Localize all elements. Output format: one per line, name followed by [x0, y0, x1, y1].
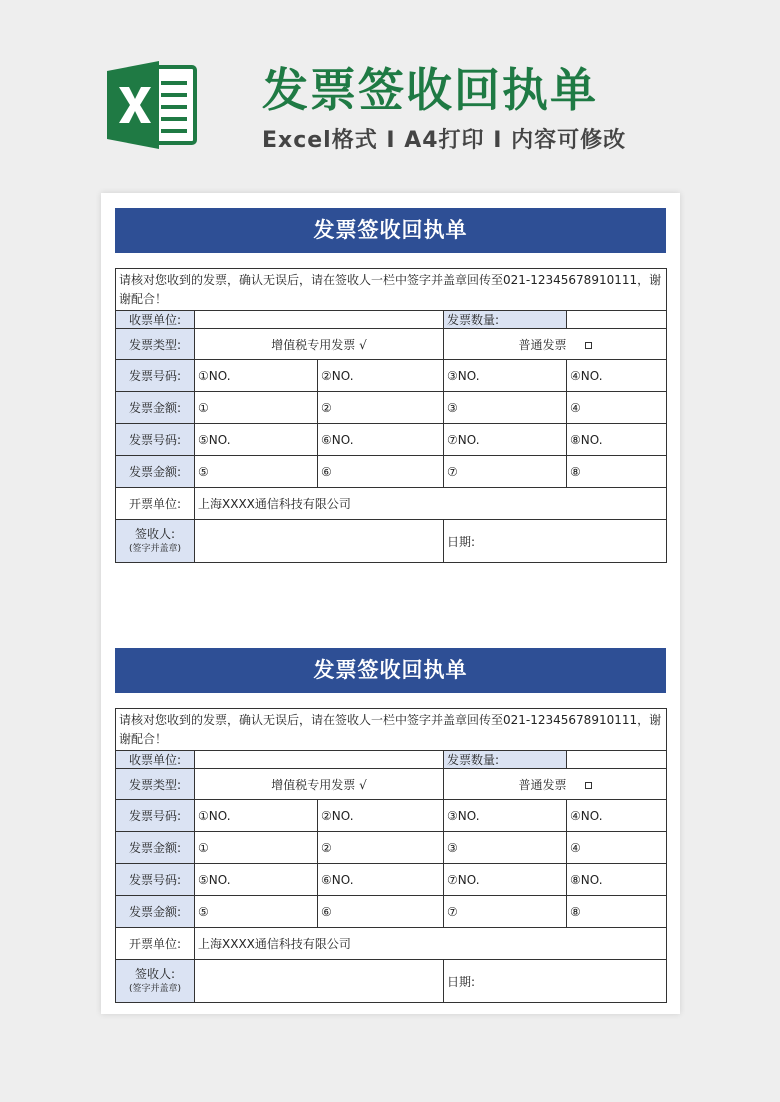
issuer-label: 开票单位: [116, 928, 195, 960]
number-cell[interactable]: ②NO. [318, 360, 444, 392]
amount-cell[interactable]: ⑦ [444, 896, 567, 928]
number-cell[interactable]: ①NO. [195, 800, 318, 832]
date-cell[interactable] [444, 520, 667, 563]
signer-label: 签收人: [134, 967, 176, 981]
amount-cell[interactable]: ⑦ [444, 456, 567, 488]
excel-logo-icon [103, 57, 199, 153]
amount-label: 发票金额: [116, 832, 195, 864]
vat-option[interactable]: 增值税专用发票 √ [195, 329, 444, 360]
unit-label: 收票单位: [116, 751, 195, 769]
qty-label: 发票数量: [444, 311, 567, 329]
qty-value-cell[interactable] [567, 751, 667, 769]
vat-option[interactable]: 增值税专用发票 √ [195, 769, 444, 800]
signer-value-cell[interactable] [195, 960, 444, 1003]
amount-cell[interactable]: ⑤ [195, 456, 318, 488]
signer-value-cell[interactable] [195, 520, 444, 563]
signer-label-cell [116, 960, 195, 1003]
normal-option: 普通发票 [518, 777, 567, 792]
qty-value-cell[interactable] [567, 311, 667, 329]
amount-cell[interactable]: ⑧ [567, 456, 667, 488]
signer-sublabel: (签字并盖章) [128, 544, 182, 554]
amount-label: 发票金额: [116, 456, 195, 488]
issuer-value[interactable]: 上海XXXX通信科技有限公司 [195, 928, 667, 960]
qty-label: 发票数量: [444, 751, 567, 769]
receipt-table [115, 268, 667, 563]
amount-cell[interactable]: ④ [567, 392, 667, 424]
number-label: 发票号码: [116, 360, 195, 392]
number-cell[interactable]: ①NO. [195, 360, 318, 392]
number-cell[interactable]: ⑧NO. [567, 864, 667, 896]
amount-cell[interactable]: ⑥ [318, 456, 444, 488]
number-cell[interactable]: ⑥NO. [318, 864, 444, 896]
number-cell[interactable]: ③NO. [444, 360, 567, 392]
number-label: 发票号码: [116, 864, 195, 896]
number-cell[interactable]: ⑦NO. [444, 424, 567, 456]
instruction-note: 请核对您收到的发票，确认无误后，请在签收人一栏中签字并盖章回传至021-12345678910111，谢谢配合！ [116, 709, 667, 751]
page-title: 发票签收回执单 [262, 63, 598, 117]
normal-option-cell[interactable] [444, 769, 667, 800]
normal-option: 普通发票 [518, 337, 567, 352]
normal-option-cell[interactable] [444, 329, 667, 360]
amount-label: 发票金额: [116, 392, 195, 424]
checkbox-icon[interactable] [585, 782, 592, 789]
amount-cell[interactable]: ④ [567, 832, 667, 864]
type-label: 发票类型: [116, 329, 195, 360]
issuer-value[interactable]: 上海XXXX通信科技有限公司 [195, 488, 667, 520]
signer-sublabel: (签字并盖章) [128, 984, 182, 994]
number-cell[interactable]: ⑦NO. [444, 864, 567, 896]
amount-label: 发票金额: [116, 896, 195, 928]
amount-cell[interactable]: ① [195, 392, 318, 424]
date-label: 日期: [447, 974, 476, 989]
receipt-table [115, 708, 667, 1003]
amount-cell[interactable]: ③ [444, 832, 567, 864]
unit-value-cell[interactable] [195, 311, 444, 329]
number-cell[interactable]: ③NO. [444, 800, 567, 832]
amount-cell[interactable]: ⑧ [567, 896, 667, 928]
amount-cell[interactable]: ② [318, 832, 444, 864]
date-label: 日期: [447, 534, 476, 549]
receipt-form-1 [115, 208, 666, 563]
unit-label: 收票单位: [116, 311, 195, 329]
amount-cell[interactable]: ⑥ [318, 896, 444, 928]
number-cell[interactable]: ②NO. [318, 800, 444, 832]
number-cell[interactable]: ⑥NO. [318, 424, 444, 456]
number-cell[interactable]: ⑤NO. [195, 864, 318, 896]
type-label: 发票类型: [116, 769, 195, 800]
checkbox-icon[interactable] [585, 342, 592, 349]
unit-value-cell[interactable] [195, 751, 444, 769]
amount-cell[interactable]: ③ [444, 392, 567, 424]
page-subtitle: Excel格式 I A4打印 I 内容可修改 [262, 128, 627, 153]
signer-label-cell [116, 520, 195, 563]
issuer-label: 开票单位: [116, 488, 195, 520]
number-cell[interactable]: ⑧NO. [567, 424, 667, 456]
number-cell[interactable]: ④NO. [567, 360, 667, 392]
number-label: 发票号码: [116, 800, 195, 832]
receipt-form-2 [115, 648, 666, 1003]
amount-cell[interactable]: ① [195, 832, 318, 864]
hero-banner [0, 0, 780, 180]
document-page [101, 193, 680, 1014]
number-cell[interactable]: ⑤NO. [195, 424, 318, 456]
number-cell[interactable]: ④NO. [567, 800, 667, 832]
signer-label: 签收人: [134, 527, 176, 541]
instruction-note: 请核对您收到的发票，确认无误后，请在签收人一栏中签字并盖章回传至021-12345678910111，谢谢配合！ [116, 269, 667, 311]
amount-cell[interactable]: ② [318, 392, 444, 424]
form-title-bar: 发票签收回执单 [115, 208, 666, 253]
number-label: 发票号码: [116, 424, 195, 456]
date-cell[interactable] [444, 960, 667, 1003]
amount-cell[interactable]: ⑤ [195, 896, 318, 928]
form-title-bar: 发票签收回执单 [115, 648, 666, 693]
